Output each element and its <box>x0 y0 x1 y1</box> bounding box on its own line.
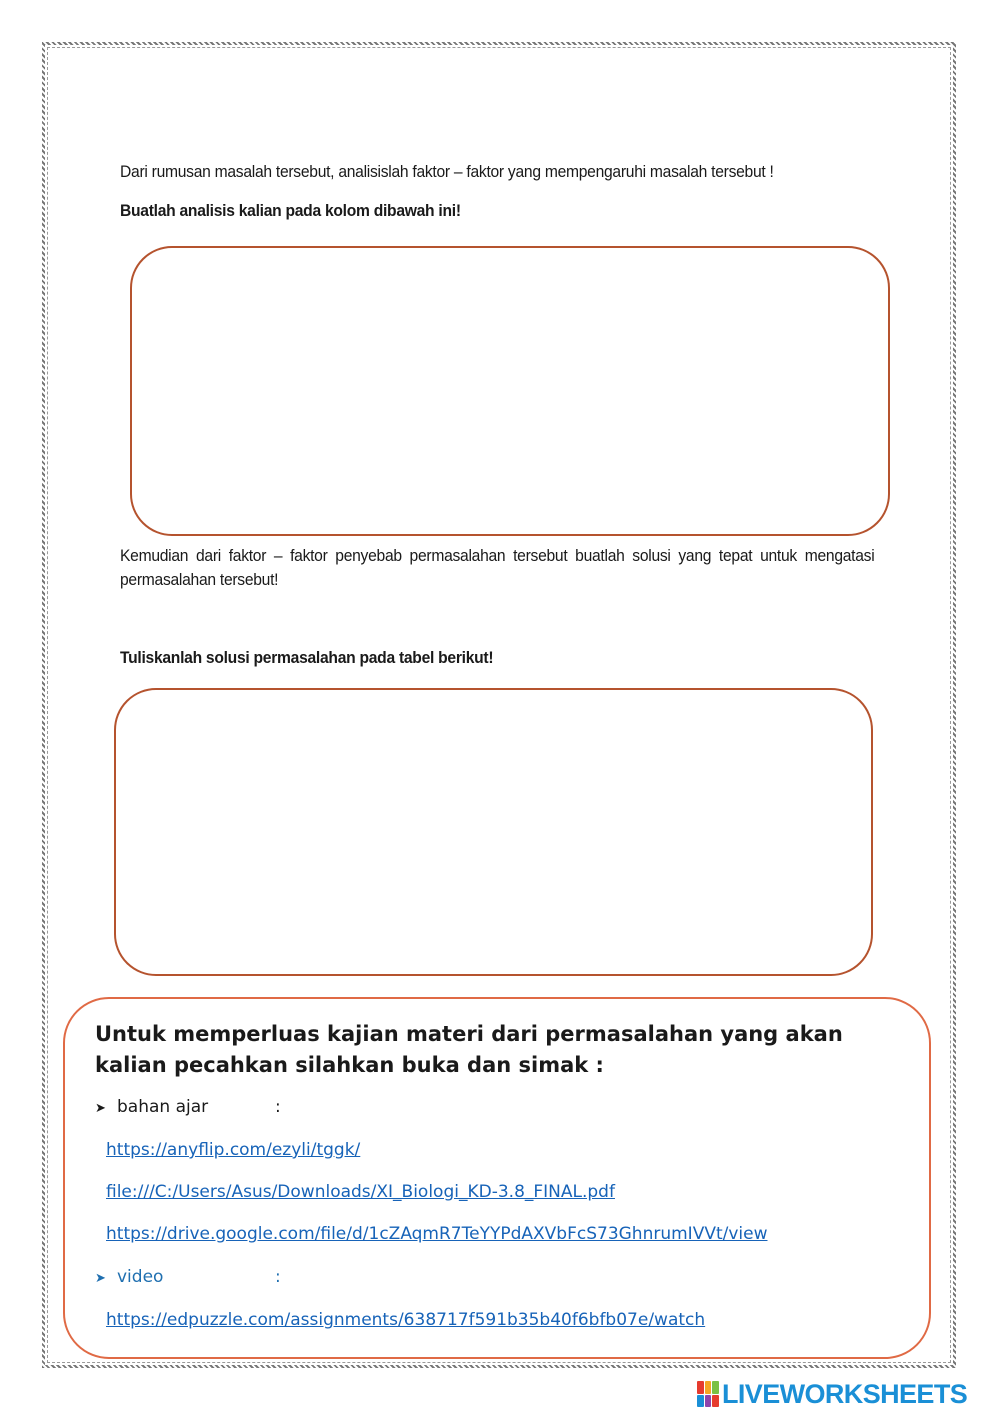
liveworksheets-logo-text: LIVEWORKSHEETS <box>722 1378 968 1409</box>
arrow-bullet-icon: ➤ <box>95 1101 106 1116</box>
liveworksheets-logo-icon <box>697 1381 719 1407</box>
resources-heading: Untuk memperluas kajian materi dari permasalahan yang akan kalian pecahkan silahkan buka dan simak : <box>95 1022 843 1077</box>
liveworksheets-logo[interactable] <box>697 1378 967 1410</box>
link-local-pdf[interactable]: file:///C:/Users/Asus/Downloads/XI_Biologi_KD-3.8_FINAL.pdf <box>106 1182 615 1202</box>
link-google-drive[interactable]: https://drive.google.com/file/d/1cZAqmR7TeYYPdAXVbFcS73GhnrumIVVt/view <box>106 1224 768 1244</box>
solution-instruction: Kemudian dari faktor – faktor penyebab permasalahan tersebut buatlah solusi yang tepat untuk mengatasi permasalahan tersebut! <box>120 546 875 589</box>
analysis-instruction: Dari rumusan masalah tersebut, analisislah faktor – faktor yang mempengaruhi masalah tersebut ! <box>120 162 774 181</box>
analysis-instruction-bold: Buatlah analisis kalian pada kolom dibawah ini! <box>120 201 461 220</box>
arrow-bullet-icon: ➤ <box>95 1271 106 1286</box>
link-anyflip[interactable]: https://anyflip.com/ezyli/tggk/ <box>106 1140 361 1160</box>
link-edpuzzle[interactable]: https://edpuzzle.com/assignments/638717f591b35b40f6bfb07e/watch <box>106 1310 706 1330</box>
video-bullet <box>95 1264 281 1290</box>
solution-answer-box[interactable] <box>114 688 873 976</box>
solution-instruction-bold: Tuliskanlah solusi permasalahan pada tabel berikut! <box>120 648 494 667</box>
bahan-ajar-label: bahan ajar <box>117 1097 209 1117</box>
video-colon: : <box>275 1267 281 1287</box>
video-label: video <box>117 1267 164 1287</box>
analysis-answer-box[interactable] <box>130 246 890 536</box>
bahan-ajar-colon: : <box>275 1097 281 1117</box>
bahan-ajar-bullet <box>95 1094 281 1120</box>
